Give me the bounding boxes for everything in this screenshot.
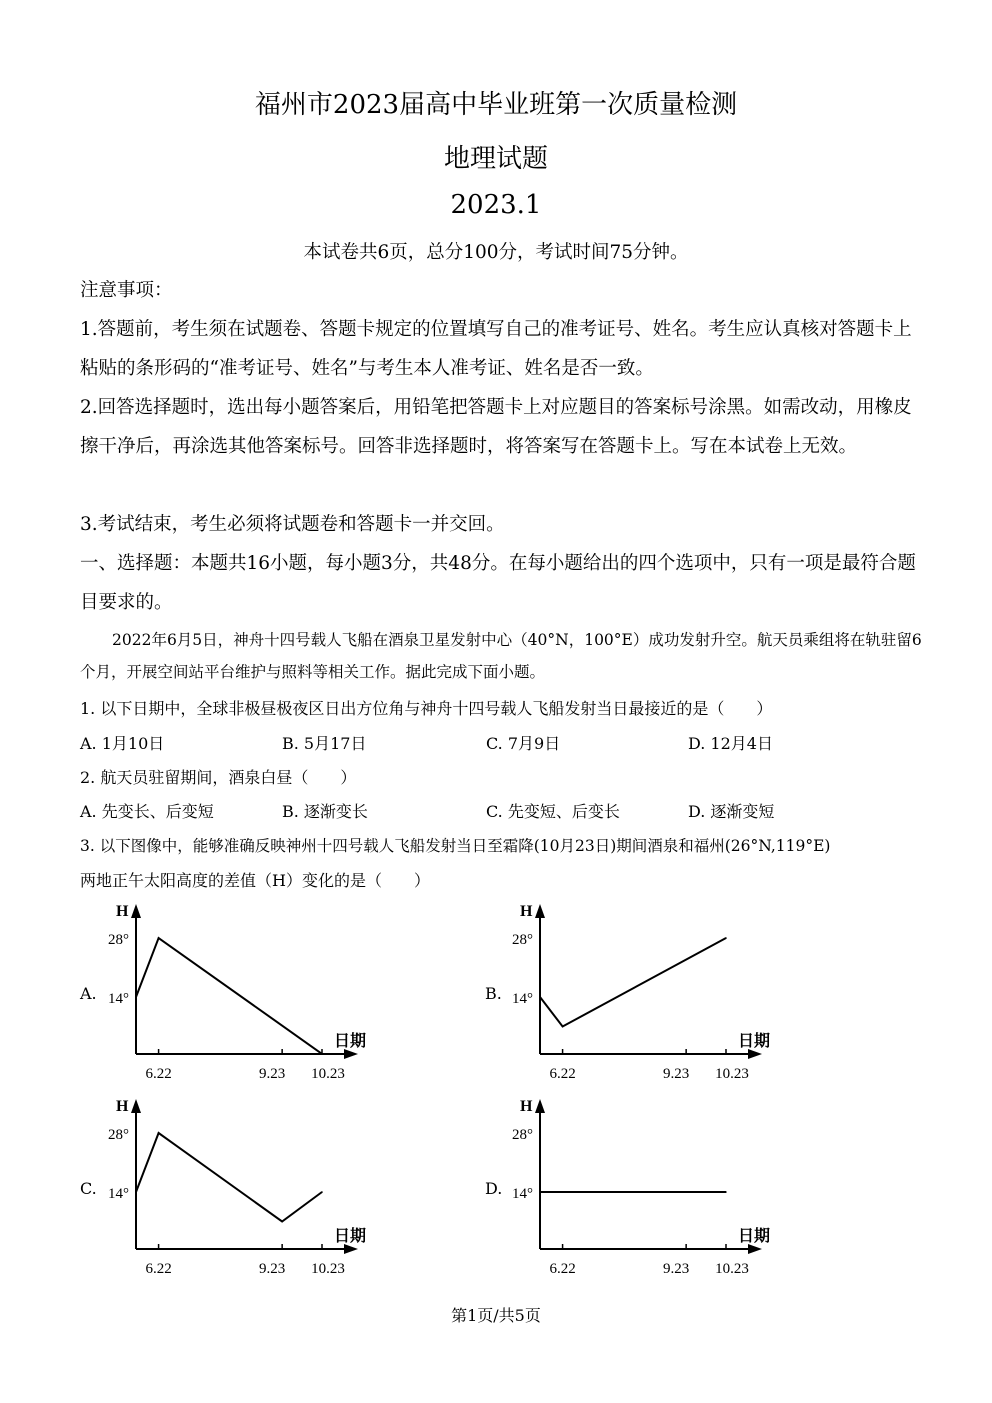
question-3-stem-line1: 3. 以下图像中，能够准确反映神州十四号载人飞船发射当日至霜降(10月23日)期间酒泉和福州(26°N,119°E) — [80, 837, 831, 855]
data-point — [321, 1053, 323, 1055]
y-axis-arrow — [535, 904, 545, 918]
x-tick-label: 10.23 — [311, 1261, 345, 1277]
chart-c — [96, 1091, 386, 1281]
x-tick-label: 6.22 — [145, 1261, 172, 1277]
x-axis-arrow — [344, 1244, 358, 1254]
x-tick-label: 10.23 — [311, 1066, 345, 1082]
chart-b — [500, 896, 790, 1086]
series-line — [136, 938, 322, 1054]
chart-d-letter: D. — [485, 1179, 503, 1198]
q2-option-a: A. 先变长、后变短 — [80, 802, 214, 821]
q2-option-c: C. 先变短、后变长 — [486, 802, 620, 821]
y-axis-arrow — [131, 1099, 141, 1113]
question-1-stem: 1. 以下日期中，全球非极昼极夜区日出方位角与神舟十四号载人飞船发射当日最接近的是（ ） — [80, 699, 773, 718]
y-tick-label: 14° — [108, 1186, 129, 1202]
q1-option-b: B. 5月17日 — [282, 734, 367, 753]
y-tick-label: 28° — [108, 1127, 129, 1143]
q1-option-c: C. 7月9日 — [486, 734, 561, 753]
y-tick-label: 28° — [108, 932, 129, 948]
y-axis-arrow — [131, 904, 141, 918]
x-tick-label: 10.23 — [715, 1066, 749, 1082]
y-tick-label: 14° — [512, 991, 533, 1007]
x-tick-label: 10.23 — [715, 1261, 749, 1277]
notice-item-1: 1.答题前，考生须在试题卷、答题卡规定的位置填写自己的准考证号、姓名。考生应认真核对答题卡上粘贴的条形码的“准考证号、姓名”与考生本人准考证、姓名是否一致。 — [80, 319, 912, 379]
x-axis-label: 日期 — [738, 1033, 771, 1050]
q1-option-a: A. 1月10日 — [80, 734, 165, 753]
exam-subject: 地理试题 — [443, 144, 548, 174]
q2-option-d: D. 逐渐变短 — [688, 802, 775, 821]
chart-d — [500, 1091, 790, 1281]
passage-text: 2022年6月5日，神舟十四号载人飞船在酒泉卫星发射中心（40°N，100°E）成功发射升空。航天员乘组将在轨驻留6个月，开展空间站平台维护与照料等相关工作。据此完成下面小题。 — [80, 631, 922, 681]
y-axis-label: H — [116, 1098, 129, 1115]
notice-heading: 注意事项： — [80, 280, 173, 301]
notice-item-2: 2.回答选择题时，选出每小题答案后，用铅笔把答题卡上对应题目的答案标号涂黑。如需改动，用橡皮擦干净后，再涂选其他答案标号。回答非选择题时，将答案写在答题卡上。写在本试卷上无效。 — [80, 397, 912, 457]
data-point — [158, 937, 160, 939]
data-point — [158, 1132, 160, 1134]
data-point — [135, 1191, 137, 1193]
x-axis-arrow — [748, 1244, 762, 1254]
exam-title: 福州市2023届高中毕业班第一次质量检测 — [254, 90, 738, 120]
data-point — [539, 1191, 541, 1193]
x-axis-arrow — [344, 1049, 358, 1059]
x-tick-label: 6.22 — [549, 1066, 576, 1082]
q2-option-b: B. 逐渐变长 — [282, 802, 368, 821]
exam-date: 2023.1 — [450, 190, 542, 220]
x-tick-label: 9.23 — [259, 1066, 286, 1082]
y-tick-label: 28° — [512, 1127, 533, 1143]
question-3-stem-line2: 两地正午太阳高度的差值（H）变化的是（ ） — [80, 871, 430, 890]
notice-item-3: 3.考试结束，考生必须将试题卷和答题卡一并交回。 — [80, 514, 505, 535]
data-point — [539, 996, 541, 998]
data-point — [562, 1026, 564, 1028]
y-axis-arrow — [535, 1099, 545, 1113]
x-axis-label: 日期 — [738, 1228, 771, 1245]
x-tick-label: 6.22 — [549, 1261, 576, 1277]
chart-c-letter: C. — [80, 1179, 97, 1198]
series-line — [136, 1133, 322, 1222]
chart-a-letter: A. — [80, 984, 97, 1003]
data-point — [135, 996, 137, 998]
x-axis-label: 日期 — [334, 1228, 367, 1245]
series-line — [540, 938, 726, 1027]
chart-a — [96, 896, 386, 1086]
x-tick-label: 9.23 — [663, 1066, 690, 1082]
x-tick-label: 6.22 — [145, 1066, 172, 1082]
y-axis-label: H — [520, 1098, 533, 1115]
question-2-stem: 2. 航天员驻留期间，酒泉白昼（ ） — [80, 768, 357, 787]
exam-info: 本试卷共6页，总分100分，考试时间75分钟。 — [303, 242, 689, 263]
x-axis-label: 日期 — [334, 1033, 367, 1050]
data-point — [321, 1191, 323, 1193]
x-tick-label: 9.23 — [663, 1261, 690, 1277]
page-footer: 第1页/共5页 — [451, 1306, 541, 1325]
y-tick-label: 28° — [512, 932, 533, 948]
section-heading: 一、选择题：本题共16小题，每小题3分，共48分。在每小题给出的四个选项中，只有一项是最符合题目要求的。 — [80, 553, 916, 613]
chart-b-letter: B. — [485, 984, 502, 1003]
q1-option-d: D. 12月4日 — [688, 734, 773, 753]
data-point — [725, 937, 727, 939]
x-axis-arrow — [748, 1049, 762, 1059]
x-tick-label: 9.23 — [259, 1261, 286, 1277]
data-point — [725, 1191, 727, 1193]
y-tick-label: 14° — [108, 991, 129, 1007]
y-tick-label: 14° — [512, 1186, 533, 1202]
y-axis-label: H — [116, 903, 129, 920]
data-point — [281, 1221, 283, 1223]
y-axis-label: H — [520, 903, 533, 920]
